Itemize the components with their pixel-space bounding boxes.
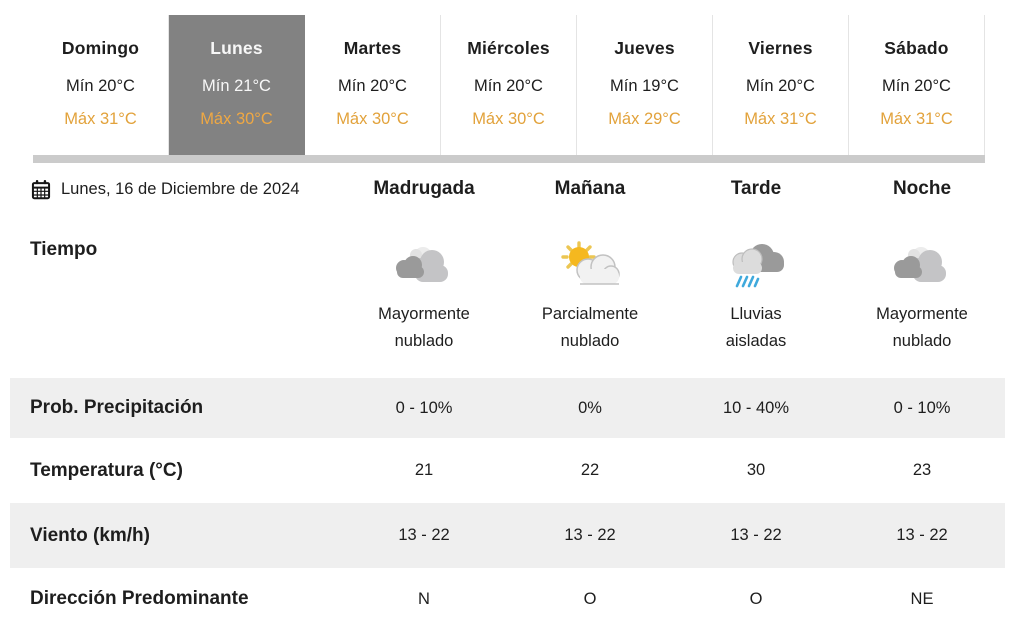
temp-tarde: 30 [746,461,766,479]
dir-madrugada: N [418,589,430,608]
condition-label: Mayormente nublado [876,305,968,350]
isolated-rain-icon [724,241,788,289]
temperature-row [10,438,1005,503]
period-header-manana: Mañana [554,178,626,199]
mostly-cloudy-icon [890,241,954,289]
mostly-cloudy-icon [392,241,456,289]
dir-manana: O [583,589,597,608]
day-name: Martes [343,38,402,58]
min-temp: Mín 19°C [610,77,679,95]
row-label-temperatura: Temperatura (°C) [30,459,183,481]
max-temp: Máx 30°C [200,110,273,128]
max-temp: Máx 30°C [472,110,545,128]
day-tab-jueves[interactable] [577,15,713,155]
max-temp: Máx 29°C [608,110,681,128]
dir-noche: NE [910,589,934,608]
min-temp: Mín 20°C [66,77,135,95]
period-header-tarde: Tarde [730,178,782,199]
precip-madrugada: 0 - 10% [395,398,453,417]
dir-tarde: O [749,589,763,608]
day-tab-sabado[interactable] [849,15,985,155]
min-temp: Mín 20°C [474,77,543,95]
day-tab-martes[interactable] [305,15,441,155]
min-temp: Mín 20°C [882,77,951,95]
date-label: Lunes, 16 de Diciembre de 2024 [61,179,300,198]
day-tab-bar [33,15,985,155]
temp-madrugada: 21 [414,461,434,479]
wind-tarde: 13 - 22 [730,526,782,544]
period-header-row [10,163,1005,215]
max-temp: Máx 31°C [744,110,817,128]
wind-madrugada: 13 - 22 [398,526,450,544]
period-header-noche: Noche [892,178,952,199]
condition-noche [839,215,1005,355]
temp-manana: 22 [580,461,600,479]
day-name: Jueves [614,38,675,58]
condition-madrugada [341,215,507,355]
precip-manana: 0% [578,398,602,417]
day-tab-viernes[interactable] [713,15,849,155]
row-label-precipitacion: Prob. Precipitación [30,397,204,418]
partly-cloudy-icon [558,241,622,289]
condition-manana [507,215,673,355]
wind-row [10,503,1005,568]
wind-noche: 13 - 22 [896,526,948,544]
temp-noche: 23 [912,461,932,479]
row-label-direccion: Dirección Predominante [30,588,249,609]
tab-underline-bar [33,155,985,163]
period-header-madrugada: Madrugada [373,178,475,199]
precipitation-row [10,378,1005,438]
tiempo-row [10,215,1005,378]
max-temp: Máx 31°C [64,110,137,128]
row-label-tiempo: Tiempo [30,239,98,260]
selected-date [10,178,341,201]
max-temp: Máx 31°C [880,110,953,128]
daily-detail-table [10,163,1005,630]
precip-tarde: 10 - 40% [722,398,790,417]
condition-label: Parcialmente nublado [541,305,639,350]
condition-tarde [673,215,839,355]
day-name: Sábado [884,38,949,58]
precip-noche: 0 - 10% [893,398,951,417]
min-temp: Mín 20°C [746,77,815,95]
wind-manana: 13 - 22 [564,526,616,544]
day-name: Miércoles [467,38,550,58]
calendar-icon [30,178,52,201]
day-tab-domingo[interactable] [33,15,169,155]
day-name: Lunes [210,38,263,58]
day-tab-miercoles[interactable] [441,15,577,155]
condition-label: Lluvias aisladas [725,305,787,350]
day-name: Domingo [61,38,140,58]
max-temp: Máx 30°C [336,110,409,128]
direction-row [10,568,1005,630]
row-label-viento: Viento (km/h) [30,524,150,546]
condition-label: Mayormente nublado [378,305,470,350]
min-temp: Mín 21°C [202,77,271,95]
min-temp: Mín 20°C [338,77,407,95]
day-tab-lunes-selected[interactable] [169,15,305,155]
day-name: Viernes [748,38,813,58]
